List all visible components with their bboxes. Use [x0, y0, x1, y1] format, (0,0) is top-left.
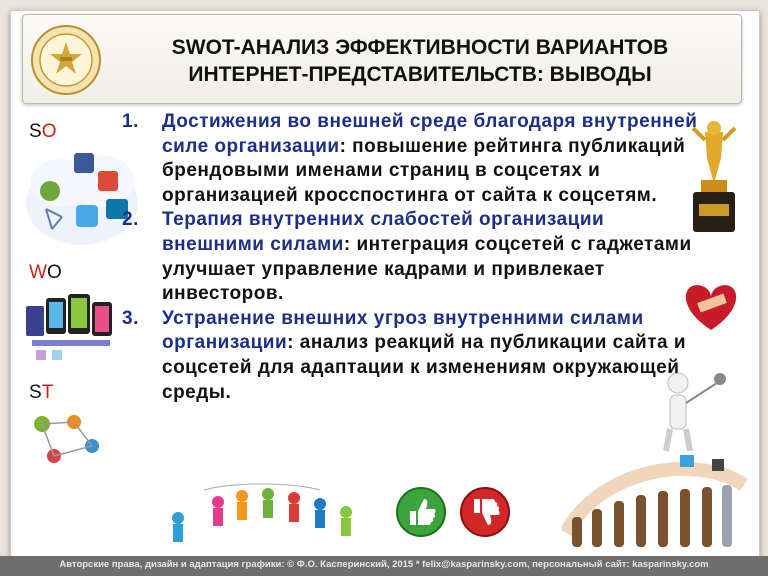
label-wo-first: W: [29, 262, 47, 283]
list-item: [122, 208, 712, 306]
item-number: 2.: [122, 209, 139, 231]
list-item: [122, 307, 712, 405]
item-highlight: Терапия внутренних слабостей организации внешними силами: [162, 209, 605, 255]
item-text: : анализ реакций на публикации сайта и соцсетей для адаптации к изменениям окружающей среды.: [162, 332, 687, 403]
item-highlight: Достижения во внешней среде благодаря внутренней силе организации: [162, 111, 698, 157]
label-wo: [29, 262, 62, 284]
title-line-2: ИНТЕРНЕТ-ПРЕДСТАВИТЕЛЬСТВ: ВЫВОДЫ: [188, 63, 652, 86]
title-line-1: SWOT-АНАЛИЗ ЭФФЕКТИВНОСТИ ВАРИАНТОВ: [171, 36, 669, 59]
thumbs-down-icon: [460, 487, 510, 537]
conclusions-list: [122, 110, 712, 405]
label-st-second: T: [41, 382, 54, 403]
logo-emblem-icon: [30, 24, 102, 96]
evolution-icon: [562, 455, 748, 556]
item-highlight: Устранение внешних угроз внутренними силами организации: [162, 307, 644, 354]
item-number: 3.: [122, 307, 139, 329]
label-so-second: O: [41, 121, 57, 142]
label-wo-second: O: [46, 262, 62, 283]
page-title: [120, 34, 720, 88]
label-st-first: S: [29, 382, 42, 403]
smartphones-icon: [22, 288, 118, 370]
people-network-icon: [164, 482, 360, 548]
item-text: : повышение рейтинга публикаций брендовыми именами страниц в соцсетях и организацией кросспостинга от сайта к соцсетям.: [162, 135, 686, 206]
label-so-first: S: [29, 121, 42, 142]
thumbs-up-icon: [396, 487, 446, 537]
label-so: [29, 121, 56, 143]
list-item: [122, 110, 712, 208]
footer-bar: [0, 556, 768, 576]
label-st: [29, 382, 53, 404]
item-text: : интеграция соцсетей с гаджетами улучшает управление кадрами и привлекает инвесторов.: [162, 233, 692, 305]
item-number: 1.: [122, 111, 139, 132]
network-person-icon: [24, 412, 106, 482]
footer-copyright: Авторские права, дизайн и адаптация графики: © Ф.О. Касперинский, 2015 * felix@kasparinsky.com, персональный сайт: kasparinsky.com: [59, 559, 709, 570]
